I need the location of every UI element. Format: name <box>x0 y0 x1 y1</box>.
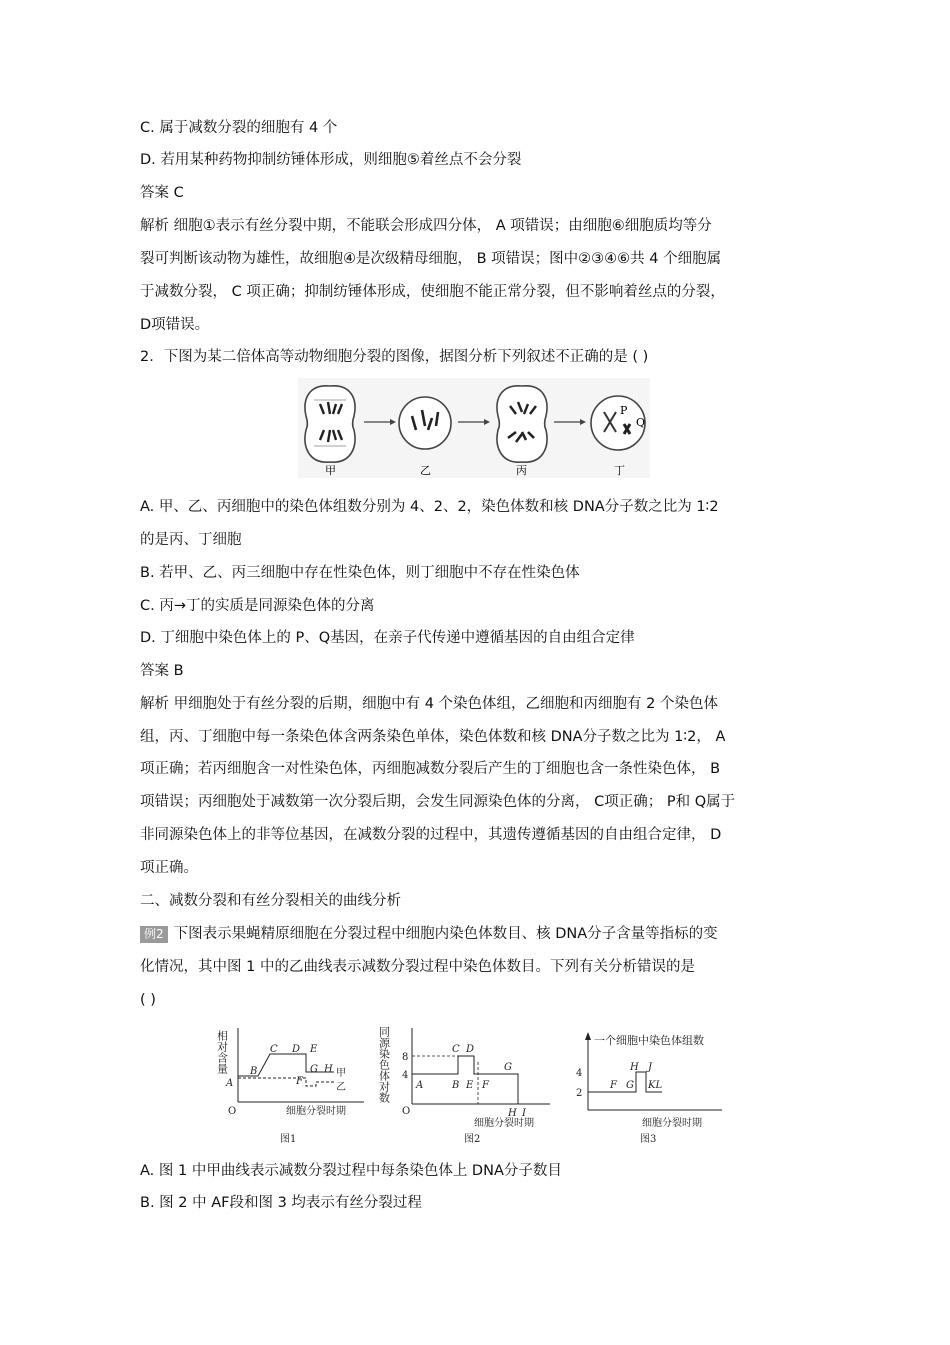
fig1-point-e: E <box>310 1044 318 1055</box>
fig2-point-g: G <box>504 1062 512 1073</box>
fig1-curve-yi: 乙 <box>336 1082 346 1093</box>
cell-ding <box>591 396 645 450</box>
fig1-point-h: H <box>324 1064 333 1075</box>
fig1-point-d: D <box>292 1044 301 1055</box>
example-2-bracket: ( ) <box>140 992 156 1008</box>
analysis-line: 项正确；若丙细胞含一对性染色体，丙细胞减数分裂后产生的丁细胞也含一条性染色体， B <box>140 761 721 777</box>
answer-line: 答案 C <box>140 185 184 201</box>
analysis-line: 项正确。 <box>140 860 198 876</box>
analysis-line: D项错误。 <box>140 317 210 333</box>
option-d-line: D. 丁细胞中染色体上的 P、Q基因，在亲子代传递中遵循基因的自由组合定律 <box>140 630 635 646</box>
fig2-point-e: E <box>466 1080 474 1091</box>
figure-1-chart <box>215 1020 368 1148</box>
question-2-stem: 2．下图为某二倍体高等动物细胞分裂的图像，据图分析下列叙述不正确的是 ( ) <box>140 349 649 365</box>
fig3-point-g: G <box>626 1080 634 1091</box>
analysis-line: 项错误；丙细胞处于减数第一次分裂后期，会发生同源染色体的分离， C项正确； P和 Q属于 <box>140 794 736 810</box>
option-c-line: C. 属于减数分裂的细胞有 4 个 <box>140 120 338 136</box>
fig2-point-h: H <box>508 1108 517 1119</box>
analysis-line: 组，丙、丁细胞中每一条染色体含两条染色单体，染色体数和核 DNA分子数之比为 1∶2， A <box>140 729 726 745</box>
fig1-origin: O <box>228 1106 237 1117</box>
fig2-point-a: A <box>416 1080 424 1091</box>
fig2-origin: O <box>402 1106 411 1117</box>
cell-label-yi: 乙 <box>420 464 431 477</box>
example-2-text: 下图表示果蝇精原细胞在分裂过程中细胞内染色体数目、核 DNA分子含量等指标的变 <box>173 926 718 942</box>
example-2-stem-cont: 化情况，其中图 1 中的乙曲线表示减数分裂过程中染色体数目。下列有关分析错误的是 <box>140 959 695 975</box>
option-a-line: A. 图 1 中甲曲线表示减数分裂过程中每条染色体上 DNA分子数目 <box>140 1163 562 1179</box>
fig1-point-a: A <box>226 1078 234 1089</box>
figure-2-chart <box>377 1020 557 1148</box>
figure-3-chart <box>570 1030 730 1148</box>
fig2-caption: 图2 <box>464 1134 481 1145</box>
fig1-point-b: B <box>250 1066 258 1077</box>
option-c-line: C. 丙→丁的实质是同源染色体的分离 <box>140 598 375 614</box>
option-d-line: D. 若用某种药物抑制纺锤体形成，则细胞⑤着丝点不会分裂 <box>140 152 522 168</box>
fig1-xlabel: 细胞分裂时期 <box>286 1106 346 1117</box>
fig3-caption: 图3 <box>640 1134 657 1145</box>
example-2-stem <box>140 924 718 944</box>
analysis-line: 于减数分裂， C 项正确；抑制纺锤体形成，使细胞不能正常分裂，但不影响着丝点的分裂， <box>140 284 725 300</box>
cell-division-figure <box>298 378 650 478</box>
fig2-point-i: I <box>522 1108 526 1119</box>
analysis-line: 解析 细胞①表示有丝分裂中期，不能联会形成四分体， A 项错误；由细胞⑥细胞质均等分 <box>140 218 712 234</box>
fig1-ylabel: 相对含量 <box>215 1030 229 1074</box>
cell-yi <box>399 397 451 449</box>
fig2-point-f: F <box>482 1080 489 1091</box>
fig1-caption: 图1 <box>280 1134 297 1145</box>
fig3-tick-2: 2 <box>576 1088 583 1099</box>
analysis-line: 解析 甲细胞处于有丝分裂的后期，细胞中有 4 个染色体组，乙细胞和丙细胞有 2 个染色体 <box>140 696 718 712</box>
fig3-xlabel: 细胞分裂时期 <box>642 1118 702 1129</box>
fig2-point-d: D <box>466 1044 475 1055</box>
cell-label-jia: 甲 <box>325 464 336 477</box>
fig2-point-b: B <box>452 1080 460 1091</box>
option-b-line: B. 图 2 中 AF段和图 3 均表示有丝分裂过程 <box>140 1195 422 1211</box>
cell-label-bing: 丙 <box>516 464 527 477</box>
section-heading: 二、减数分裂和有丝分裂相关的曲线分析 <box>140 893 401 909</box>
cell-bing <box>497 386 547 462</box>
gene-p-label: P <box>620 404 628 417</box>
fig3-point-kl: KL <box>648 1080 663 1091</box>
analysis-line: 裂可判断该动物为雄性，故细胞④是次级精母细胞， B 项错误；图中②③④⑥共 4 个细胞属 <box>140 251 722 267</box>
example-tag: 例2 <box>140 926 168 943</box>
option-a-line: A. 甲、乙、丙细胞中的染色体组数分别为 4、2、2，染色体数和核 DNA分子数之比为 1∶2 <box>140 499 719 515</box>
analysis-line: 非同源染色体上的非等位基因，在减数分裂的过程中，其遗传遵循基因的自由组合定律， D <box>140 827 722 843</box>
fig2-tick-4: 4 <box>402 1070 409 1081</box>
fig2-xlabel: 细胞分裂时期 <box>474 1118 534 1129</box>
option-b-line: B. 若甲、乙、丙三细胞中存在性染色体，则丁细胞中不存在性染色体 <box>140 565 580 581</box>
fig1-point-f: F <box>296 1076 303 1087</box>
answer-line: 答案 B <box>140 663 184 679</box>
fig3-tick-4: 4 <box>576 1068 583 1079</box>
fig3-point-h: H <box>630 1062 639 1073</box>
cell-label-ding: 丁 <box>614 464 625 477</box>
option-a-line-cont: 的是丙、丁细胞 <box>140 532 242 548</box>
fig1-curve-jia: 甲 <box>336 1068 346 1079</box>
fig2-point-c: C <box>452 1044 460 1055</box>
fig2-tick-8: 8 <box>402 1052 409 1063</box>
gene-q-label: Q <box>636 416 646 429</box>
fig3-point-j: J <box>648 1062 653 1073</box>
cell-jia <box>305 386 355 462</box>
fig2-ylabel: 同源染色体对数 <box>377 1026 391 1103</box>
fig1-point-c: C <box>270 1044 278 1055</box>
fig3-point-f: F <box>610 1080 617 1091</box>
fig3-ylabel: 一个细胞中染色体组数 <box>594 1034 704 1047</box>
fig1-point-g: G <box>310 1064 318 1075</box>
